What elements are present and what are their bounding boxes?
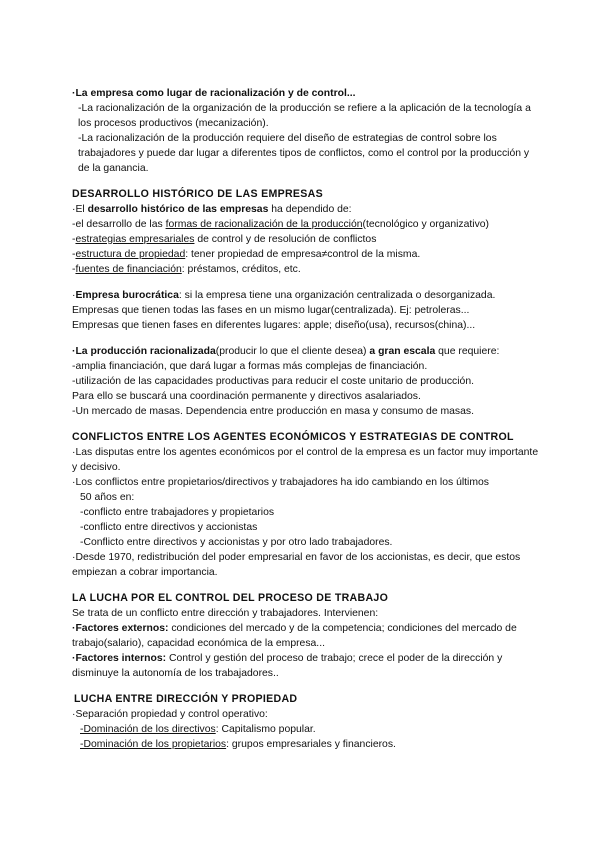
paragraph: ·La producción racionalizada(producir lo que el cliente desea) a gran escala que requiere: <box>72 346 500 357</box>
paragraph: ·Empresa burocrática: si la empresa tiene una organización centralizada o desorganizada. <box>72 290 496 301</box>
paragraph: -La racionalización de la organización de la producción se refiere a la aplicación de la tecnología a los procesos productivos (mecanización). <box>78 103 531 129</box>
paragraph: ·Factores externos: condiciones del mercado y de la competencia; condiciones del mercado de trabajo(salario), capacidad económica de la empresa... <box>72 623 517 649</box>
heading-lucha-control: LA LUCHA POR EL CONTROL DEL PROCESO DE TRABAJO <box>72 592 389 604</box>
list-item: -estrategias empresariales de control y de resolución de conflictos <box>72 234 377 245</box>
list-item: -Dominación de los directivos: Capitalismo popular. <box>80 724 316 735</box>
list-item: -conflicto entre trabajadores y propietarios <box>80 507 275 518</box>
list-item: -amplia financiación, que dará lugar a formas más complejas de financiación. <box>72 361 428 372</box>
heading-desarrollo-historico: DESARROLLO HISTÓRICO DE LAS EMPRESAS <box>72 188 323 200</box>
paragraph: Empresas que tienen todas las fases en un mismo lugar(centralizada). Ej: petroleras... <box>72 305 470 316</box>
paragraph: ·Factores internos: Control y gestión del proceso de trabajo; crece el poder de la dirección y disminuye la autonomía de los trabajadores.. <box>72 653 503 679</box>
paragraph: ·Los conflictos entre propietarios/directivos y trabajadores ha ido cambiando en los últimos <box>72 477 489 488</box>
list-item: -fuentes de financiación: préstamos, créditos, etc. <box>72 264 301 275</box>
list-item: -Un mercado de masas. Dependencia entre producción en masa y consumo de masas. <box>72 406 474 417</box>
paragraph: ·El desarrollo histórico de las empresas ha dependido de: <box>72 204 352 215</box>
paragraph: Para ello se buscará una coordinación permanente y directivos asalariados. <box>72 391 421 402</box>
paragraph: ·Las disputas entre los agentes económicos por el control de la empresa es un factor muy importante y decisivo. <box>72 447 539 473</box>
list-item: -Conflicto entre directivos y accionistas y por otro lado trabajadores. <box>80 537 393 548</box>
list-item: -utilización de las capacidades productivas para reducir el coste unitario de producción. <box>72 376 474 387</box>
paragraph: Se trata de un conflicto entre dirección y trabajadores. Intervienen: <box>72 608 379 619</box>
paragraph: -La racionalización de la producción requiere del diseño de estrategias de control sobre los trabajadores y puede dar lugar a diferentes tipos de conflictos, como el control por la producción y de la ganancia. <box>78 133 530 174</box>
list-item: -el desarrollo de las formas de racionalización de la producción(tecnológico y organizativo) <box>72 219 490 230</box>
paragraph: ·Separación propiedad y control operativo: <box>72 709 268 720</box>
list-item: -estructura de propiedad: tener propiedad de empresa≠control de la misma. <box>72 249 421 260</box>
document-body <box>72 86 542 752</box>
list-item: -Dominación de los propietarios: grupos empresariales y financieros. <box>80 739 396 750</box>
paragraph: 50 años en: <box>80 492 135 503</box>
heading-conflictos: CONFLICTOS ENTRE LOS AGENTES ECONÓMICOS Y ESTRATEGIAS DE CONTROL <box>72 431 514 443</box>
heading-lucha-direccion: LUCHA ENTRE DIRECCIÓN Y PROPIEDAD <box>74 693 298 705</box>
paragraph: Empresas que tienen fases en diferentes lugares: apple; diseño(usa), recursos(china)... <box>72 320 476 331</box>
section-title-racionalizacion: ·La empresa como lugar de racionalización y de control... <box>72 88 356 99</box>
paragraph: ·Desde 1970, redistribución del poder empresarial en favor de los accionistas, es decir, que estos empiezan a cobrar importancia. <box>72 552 521 578</box>
list-item: -conflicto entre directivos y accionistas <box>80 522 258 533</box>
